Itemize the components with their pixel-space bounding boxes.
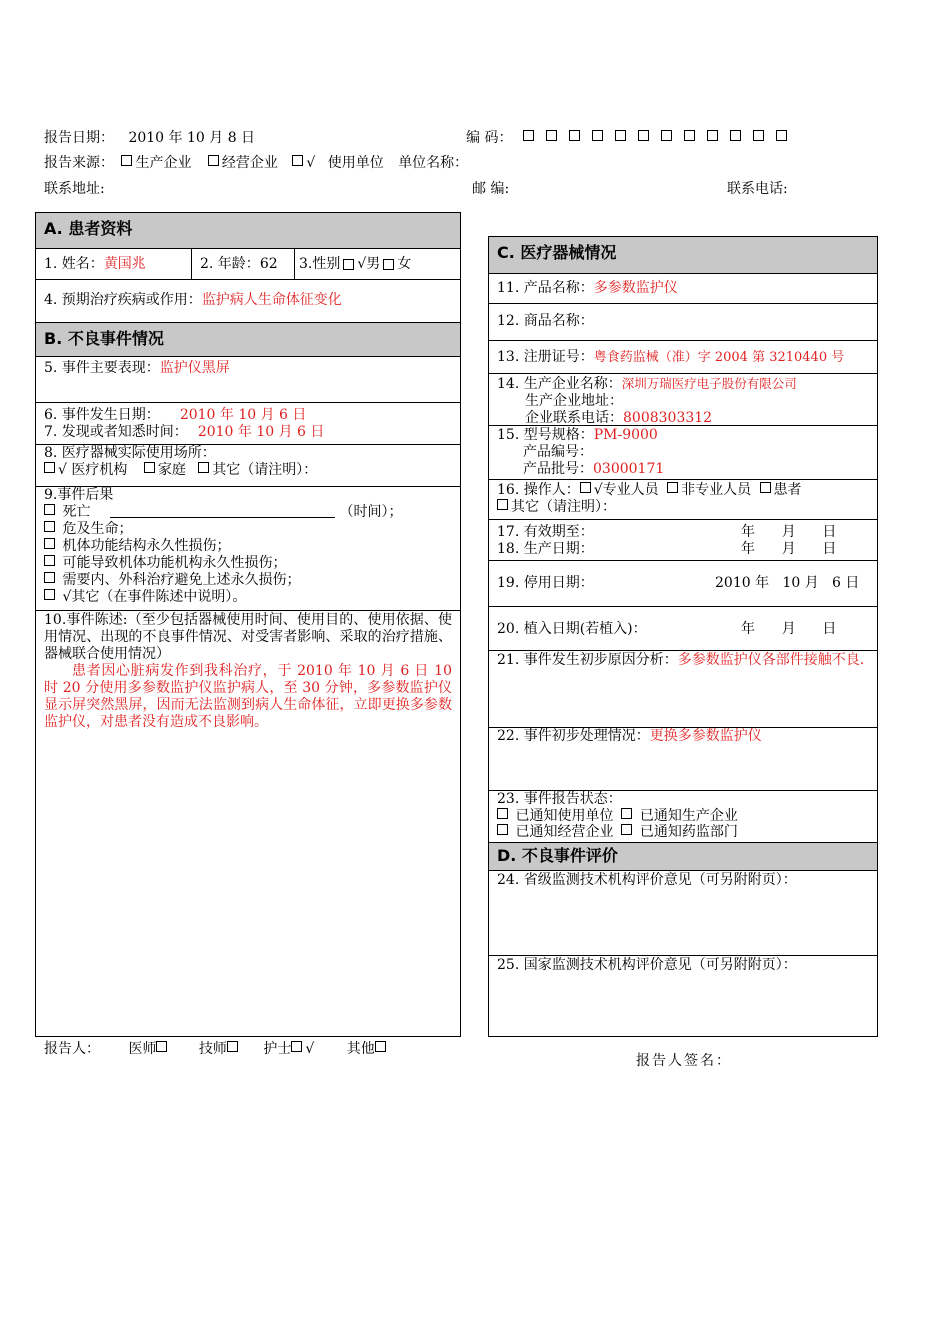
cause-row[interactable]	[489, 651, 877, 728]
provincial-evaluation-row[interactable]	[489, 871, 877, 956]
manufacturer-value: 深圳万瑞医疗电子股份有限公司	[621, 376, 797, 391]
postcode-label: 邮 编:	[472, 181, 510, 197]
code-box[interactable]	[776, 130, 787, 141]
stop-date-label: 19. 停用日期：	[497, 575, 594, 591]
report-date-label: 报告日期：	[44, 130, 114, 146]
operator-nonpro-checkbox[interactable]	[667, 482, 678, 493]
result-possible-checkbox[interactable]	[44, 555, 55, 566]
event-main-value: 监护仪黑屏	[159, 360, 230, 376]
model-row[interactable]	[489, 426, 877, 480]
registration-row[interactable]	[489, 341, 877, 374]
reporter-signature-label: 报告人签名：	[636, 1053, 732, 1069]
result-death-checkbox[interactable]	[44, 504, 55, 515]
report-status-label: 23. 事件报告状态：	[497, 791, 622, 807]
operator-label: 16. 操作人：	[497, 482, 580, 498]
result-permanent-checkbox[interactable]	[44, 538, 55, 549]
gender-female-checkbox[interactable]	[383, 259, 394, 270]
model-label: 15. 型号规格：	[497, 427, 594, 443]
code-box[interactable]	[569, 130, 580, 141]
stop-date-value: 2010 年 10 月 6 日	[715, 575, 860, 591]
operator-patient-label: 患者	[773, 482, 802, 498]
patient-age-label: 2. 年龄：	[200, 255, 260, 272]
reporter-row	[44, 1038, 389, 1058]
usage-place-row	[36, 445, 460, 487]
patient-age-value: 62	[259, 255, 278, 272]
disease-row[interactable]	[36, 280, 460, 323]
event-result-label: 9.事件后果	[44, 487, 114, 503]
reporter-other-label: 其他	[346, 1041, 375, 1057]
place-other-checkbox[interactable]	[198, 462, 209, 473]
reporter-label: 报告人：	[44, 1041, 100, 1057]
expiry-production-row[interactable]	[489, 520, 877, 561]
source-opt-manufacturer: 生产企业	[135, 155, 192, 171]
reporter-doctor-checkbox[interactable]	[156, 1041, 167, 1052]
event-description-row[interactable]	[36, 611, 460, 1036]
result-check-mark: √	[62, 589, 72, 605]
code-box[interactable]	[661, 130, 672, 141]
manufacturer-row[interactable]	[489, 374, 877, 426]
production-date-label: 18. 生产日期：	[497, 541, 594, 557]
event-main-label: 5. 事件主要表现：	[44, 360, 160, 376]
result-other-checkbox[interactable]	[44, 589, 55, 600]
provincial-evaluation-label: 24. 省级监测技术机构评价意见（可另附附页）：	[497, 872, 797, 888]
source-user-checkbox[interactable]	[292, 155, 303, 166]
event-result-row	[36, 487, 460, 611]
stop-date-row[interactable]	[489, 561, 877, 607]
serial-label: 产品编号：	[523, 444, 593, 460]
usage-place-label: 8. 医疗器械实际使用场所：	[44, 445, 216, 461]
code-box[interactable]	[730, 130, 741, 141]
source-label: 报告来源：	[44, 155, 114, 171]
expiry-label: 17. 有效期至：	[497, 524, 594, 540]
report-date-value: 2010 年 10 月 8 日	[128, 130, 256, 146]
national-evaluation-label: 25. 国家监测技术机构评价意见（可另附附页）：	[497, 957, 797, 973]
reporter-nurse-label: 护士	[263, 1041, 292, 1057]
code-box[interactable]	[684, 130, 695, 141]
check-mark: √	[306, 155, 316, 171]
result-permanent-label: 机体功能结构永久性损伤；	[62, 538, 231, 554]
status-dealer-label: 已通知经营企业	[515, 824, 614, 840]
right-form-panel	[488, 236, 878, 1037]
gender-check-mark: √	[357, 255, 367, 272]
source-opt-user: 使用单位	[327, 155, 384, 171]
operator-pro-label: 专业人员	[602, 482, 659, 498]
status-maker-checkbox[interactable]	[621, 808, 632, 819]
registration-label: 13. 注册证号：	[497, 349, 594, 365]
left-form-panel	[35, 212, 461, 1037]
cause-label: 21. 事件发生初步原因分析：	[497, 652, 678, 668]
code-row	[466, 127, 793, 147]
patient-age-cell[interactable]	[192, 249, 295, 279]
expiry-blank: 年 月 日	[741, 524, 837, 540]
report-date-row	[44, 127, 255, 147]
section-c-header: C. 医疗器械情况	[489, 237, 877, 274]
code-box[interactable]	[592, 130, 603, 141]
trade-name-label: 12. 商品名称：	[497, 313, 594, 329]
disease-value: 监护病人生命体征变化	[201, 292, 342, 308]
operator-patient-checkbox[interactable]	[760, 482, 771, 493]
code-box[interactable]	[546, 130, 557, 141]
reporter-tech-label: 技师	[198, 1041, 227, 1057]
reporter-nurse-checkbox[interactable]	[291, 1041, 302, 1052]
handling-value: 更换多参数监护仪	[649, 728, 762, 744]
disease-label: 4. 预期治疗疾病或作用：	[44, 292, 202, 308]
code-box[interactable]	[638, 130, 649, 141]
national-evaluation-row[interactable]	[489, 956, 877, 1036]
gender-female-label: 女	[397, 255, 412, 272]
model-value: PM-9000	[593, 427, 658, 443]
gender-label: 3.性别	[299, 255, 341, 272]
implant-date-blank: 年 月 日	[741, 621, 837, 637]
event-date-label: 6. 事件发生日期：	[44, 407, 160, 423]
event-description-label: 10.事件陈述:（至少包括器械使用时间、使用目的、使用依据、使用情况、出现的不良事件情况、对受害者影响、采取的治疗措施、器械联合使用情况）	[44, 612, 452, 662]
product-name-label: 11. 产品名称：	[497, 280, 594, 296]
manufacturer-phone-label: 企业联系电话：	[525, 410, 623, 426]
reporter-other-checkbox[interactable]	[375, 1041, 386, 1052]
code-label: 编 码：	[466, 130, 513, 146]
gender-male-checkbox[interactable]	[343, 259, 354, 270]
status-dealer-checkbox[interactable]	[497, 824, 508, 835]
code-box[interactable]	[753, 130, 764, 141]
result-treatment-checkbox[interactable]	[44, 572, 55, 583]
report-status-row	[489, 791, 877, 843]
status-maker-label: 已通知生产企业	[639, 807, 738, 824]
code-box[interactable]	[523, 130, 534, 141]
gender-male-label: 男	[366, 255, 381, 272]
result-time-label: （时间）；	[339, 504, 403, 520]
status-fda-label: 已通知药监部门	[639, 824, 738, 840]
production-date-blank: 年 月 日	[741, 541, 837, 557]
event-date-value: 2010 年 10 月 6 日	[179, 407, 307, 423]
trade-name-row[interactable]	[489, 304, 877, 341]
source-manufacturer-checkbox[interactable]	[121, 155, 132, 166]
code-box[interactable]	[707, 130, 718, 141]
operator-check-mark: √	[593, 482, 603, 498]
operator-pro-checkbox[interactable]	[580, 482, 591, 493]
status-user-label: 已通知使用单位	[515, 807, 614, 824]
cause-value: 多参数监护仪各部件接触不良.	[677, 652, 865, 668]
code-boxes[interactable]	[517, 130, 793, 146]
report-source-row	[44, 152, 468, 172]
status-fda-checkbox[interactable]	[621, 824, 632, 835]
patient-basic-row	[36, 249, 460, 280]
registration-value: 粤食药监械（准）字 2004 第 3210440 号	[593, 350, 845, 365]
implant-date-label: 20. 植入日期(若植入)：	[497, 621, 647, 637]
product-name-row[interactable]	[489, 274, 877, 304]
manufacturer-address-label: 生产企业地址：	[525, 393, 623, 409]
event-dates-row[interactable]	[36, 403, 460, 445]
result-death-label: 死亡	[62, 504, 91, 520]
patient-name-cell[interactable]	[36, 249, 192, 279]
operator-row	[489, 480, 877, 520]
phone-label: 联系电话:	[727, 181, 788, 197]
place-opt-home: 家庭	[157, 462, 186, 478]
operator-other-label: 其它（请注明）：	[511, 499, 616, 515]
unit-name-label: 单位名称：	[398, 155, 469, 171]
place-home-checkbox[interactable]	[144, 462, 155, 473]
result-treatment-label: 需要内、外科治疗避免上述永久损伤；	[62, 572, 301, 588]
result-possible-label: 可能导致机体功能机构永久性损伤；	[62, 555, 287, 571]
implant-date-row[interactable]	[489, 607, 877, 651]
operator-nonpro-label: 非专业人员	[681, 482, 752, 498]
handling-row[interactable]	[489, 728, 877, 791]
section-d-header: D. 不良事件评价	[489, 843, 877, 871]
section-a-header: A. 患者资料	[36, 213, 460, 249]
result-life-label: 危及生命；	[62, 521, 133, 537]
death-time-blank[interactable]	[110, 505, 335, 518]
source-opt-distributor: 经营企业	[221, 155, 278, 171]
handling-label: 22. 事件初步处理情况：	[497, 728, 650, 744]
reporter-tech-checkbox[interactable]	[227, 1041, 238, 1052]
found-date-value: 2010 年 10 月 6 日	[197, 424, 325, 440]
manufacturer-phone-value: 8008303312	[623, 410, 713, 426]
found-date-label: 7. 发现或者知悉时间：	[44, 424, 188, 440]
place-opt-hospital: 医疗机构	[71, 462, 128, 478]
result-life-checkbox[interactable]	[44, 521, 55, 532]
event-description-value: 患者因心脏病发作到我科治疗，于 2010 年 10 月 6 日 10 时 20 分使用多参数监护仪监护病人，至 30 分钟，多参数监护仪显示屏突然黑屏，因而无法监测到病人生命体征，立即更换多参数监护仪，对患者没有造成不良影响。	[44, 663, 452, 730]
event-main-row[interactable]	[36, 357, 460, 403]
batch-label: 产品批号：	[523, 461, 593, 477]
manufacturer-label: 14. 生产企业名称：	[497, 376, 622, 392]
place-check-mark: √	[58, 462, 67, 478]
patient-gender-cell[interactable]	[295, 249, 460, 279]
status-user-checkbox[interactable]	[497, 808, 508, 819]
product-name-value: 多参数监护仪	[593, 280, 678, 296]
section-b-header: B. 不良事件情况	[36, 323, 460, 357]
reporter-check-mark: √	[305, 1041, 315, 1057]
place-hospital-checkbox[interactable]	[44, 462, 55, 473]
operator-other-checkbox[interactable]	[497, 499, 508, 510]
batch-value: 03000171	[593, 461, 665, 477]
place-opt-other: 其它（请注明）：	[212, 462, 318, 478]
source-distributor-checkbox[interactable]	[208, 155, 219, 166]
code-box[interactable]	[615, 130, 626, 141]
reporter-doctor-label: 医师	[128, 1041, 157, 1057]
patient-name-value: 黄国兆	[103, 255, 146, 272]
address-label: 联系地址:	[44, 181, 105, 197]
result-other-label: 其它（在事件陈述中说明）。	[71, 589, 247, 605]
patient-name-label: 1. 姓名：	[44, 255, 104, 272]
